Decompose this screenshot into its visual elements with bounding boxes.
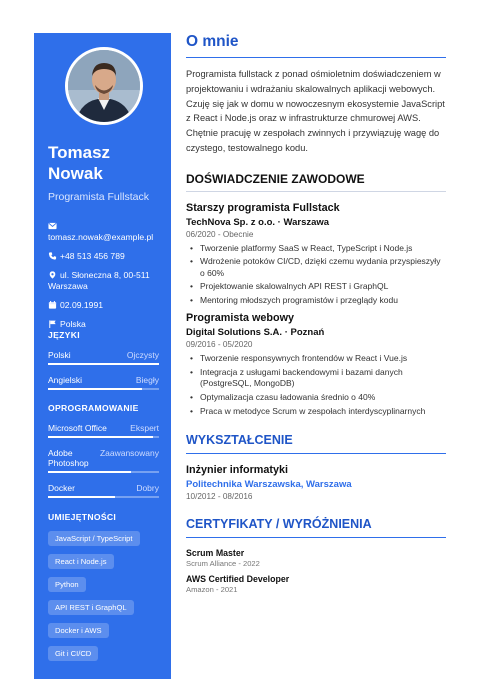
job-bullet: • Projektowanie skalowalnych API REST i GraphQL: [186, 281, 446, 292]
education-heading: WYKSZTAŁCENIE: [186, 433, 446, 454]
education-school: Politechnika Warszawska, Warszawa: [186, 478, 352, 490]
cert-name: Scrum Master: [186, 547, 245, 558]
address-text: ul. Słoneczna 8, 00-511 Warszawa: [48, 270, 150, 291]
phone-icon: [48, 252, 57, 260]
job-bullet: • Optymalizacja czasu ładowania średnio o 40%: [186, 392, 446, 403]
job-bullet: • Mentoring młodszych programistów i przeglądy kodu: [186, 295, 446, 306]
first-name: Tomasz: [48, 143, 111, 162]
software-title: OPROGRAMOWANIE: [48, 403, 139, 413]
software-bar-fill: [48, 496, 115, 498]
language-item: [48, 350, 159, 360]
experience-heading: DOŚWIADCZENIE ZAWODOWE: [186, 172, 446, 192]
skill-tag: JavaScript / TypeScript: [48, 531, 140, 546]
job-date: 09/2016 - 05/2020: [186, 340, 253, 350]
software-level: Ekspert: [130, 423, 159, 433]
education-degree: Inżynier informatyki: [186, 463, 288, 476]
avatar: [65, 47, 143, 125]
contact-email[interactable]: [48, 221, 159, 243]
cert-org: Scrum Alliance - 2022: [186, 558, 260, 568]
software-bar: [48, 471, 159, 473]
language-level: Ojczysty: [126, 350, 159, 360]
job-bullets: [186, 353, 446, 417]
location-icon: [48, 271, 57, 279]
software-item: [48, 448, 159, 468]
skill-tag: Docker i AWS: [48, 623, 109, 638]
nationality-text: Polska: [60, 319, 86, 329]
software-level: Dobry: [136, 483, 159, 493]
software-bar-fill: [48, 436, 153, 438]
avatar-photo: [68, 50, 140, 122]
software-name: Adobe Photoshop: [48, 448, 89, 468]
calendar-icon: [48, 301, 57, 309]
software-list: [48, 423, 159, 498]
language-name: Angielski: [48, 375, 83, 385]
certs-heading: CERTYFIKATY / WYRÓŻNIENIA: [186, 517, 446, 538]
software-item: [48, 483, 159, 493]
education-date: 10/2012 - 08/2016: [186, 491, 253, 501]
last-name: Nowak: [48, 164, 103, 183]
skills-tags: [48, 528, 159, 666]
software-bar-fill: [48, 471, 131, 473]
phone-text: +48 513 456 789: [60, 251, 125, 261]
cert-item: [186, 548, 446, 568]
job-title: Programista webowy: [186, 312, 295, 325]
job-date: 06/2020 - Obecnie: [186, 229, 254, 239]
certs-list: [186, 548, 446, 594]
software-item: [48, 423, 159, 433]
sidebar: [34, 33, 171, 679]
contact-birthdate: [48, 300, 159, 311]
about-text: Programista fullstack z ponad ośmioletnim doświadczeniem w projektowaniu i wdrażaniu skalowalnych aplikacji webowych. Czuję się jak w domu w nowoczesnym ekosystemie JavaScript z React i Node.js oraz w infrastrukturze chmurowej AWS. Chętnie pracuję w zespołach zwinnych i przywiązuję wagę do czystego, testowalnego kodu.: [186, 69, 445, 153]
flag-icon: [48, 320, 57, 328]
language-bar-fill: [48, 363, 159, 365]
cert-name: AWS Certified Developer: [186, 573, 290, 584]
software-bar: [48, 496, 159, 498]
email-text: tomasz.nowak@example.pl: [48, 232, 154, 242]
language-level: Biegły: [135, 375, 159, 385]
language-name: Polski: [48, 350, 71, 360]
about-heading: O mnie: [186, 33, 446, 58]
job-bullet: • Tworzenie platformy SaaS w React, TypeScript i Node.js: [186, 243, 446, 254]
skill-tag: API REST i GraphQL: [48, 600, 134, 615]
software-bar: [48, 436, 159, 438]
job-role: Programista Fullstack: [48, 191, 149, 203]
job-bullet: • Praca w metodyce Scrum w zespołach interdyscyplinarnych: [186, 406, 446, 417]
software-name: Docker: [48, 483, 75, 493]
skill-tag: Python: [48, 577, 86, 592]
contact-phone[interactable]: [48, 251, 159, 262]
full-name: [48, 142, 159, 184]
job-bullet: • Wdrożenie potoków CI/CD, dzięki czemu wydania przyspieszyły o 60%: [186, 256, 446, 278]
languages-title: JĘZYKI: [48, 330, 80, 340]
education-entry: [186, 464, 446, 501]
contact-list: [48, 221, 159, 330]
language-bar-fill: [48, 388, 142, 390]
job-company: TechNova Sp. z o.o. · Warszawa: [186, 216, 330, 228]
birthdate-text: 02.09.1991: [60, 300, 104, 310]
job-company: Digital Solutions S.A. · Poznań: [186, 327, 325, 339]
language-bar: [48, 363, 159, 365]
software-name: Microsoft Office: [48, 423, 107, 433]
job-title: Starszy programista Fullstack: [186, 201, 340, 214]
languages-list: [48, 350, 159, 390]
contact-nationality: [48, 319, 159, 330]
language-bar: [48, 388, 159, 390]
job-bullets: [186, 243, 446, 307]
cert-item: [186, 574, 446, 594]
skill-tag: React i Node.js: [48, 554, 114, 569]
job-entry: [186, 202, 446, 307]
software-level: Zaawansowany: [99, 448, 159, 458]
job-bullet: • Integracja z usługami backendowymi i bazami danych (PostgreSQL, MongoDB): [186, 367, 446, 389]
cert-org: Amazon - 2021: [186, 584, 238, 594]
skill-tag: Git i CI/CD: [48, 646, 98, 661]
skills-title: UMIEJĘTNOŚCI: [48, 512, 117, 522]
language-item: [48, 375, 159, 385]
main-content: [186, 33, 446, 594]
job-bullet: • Tworzenie responsywnych frontendów w React i Vue.js: [186, 353, 446, 364]
email-icon: [48, 222, 57, 230]
contact-address: [48, 270, 159, 292]
job-entry: [186, 312, 446, 417]
cv-page: [34, 33, 446, 679]
